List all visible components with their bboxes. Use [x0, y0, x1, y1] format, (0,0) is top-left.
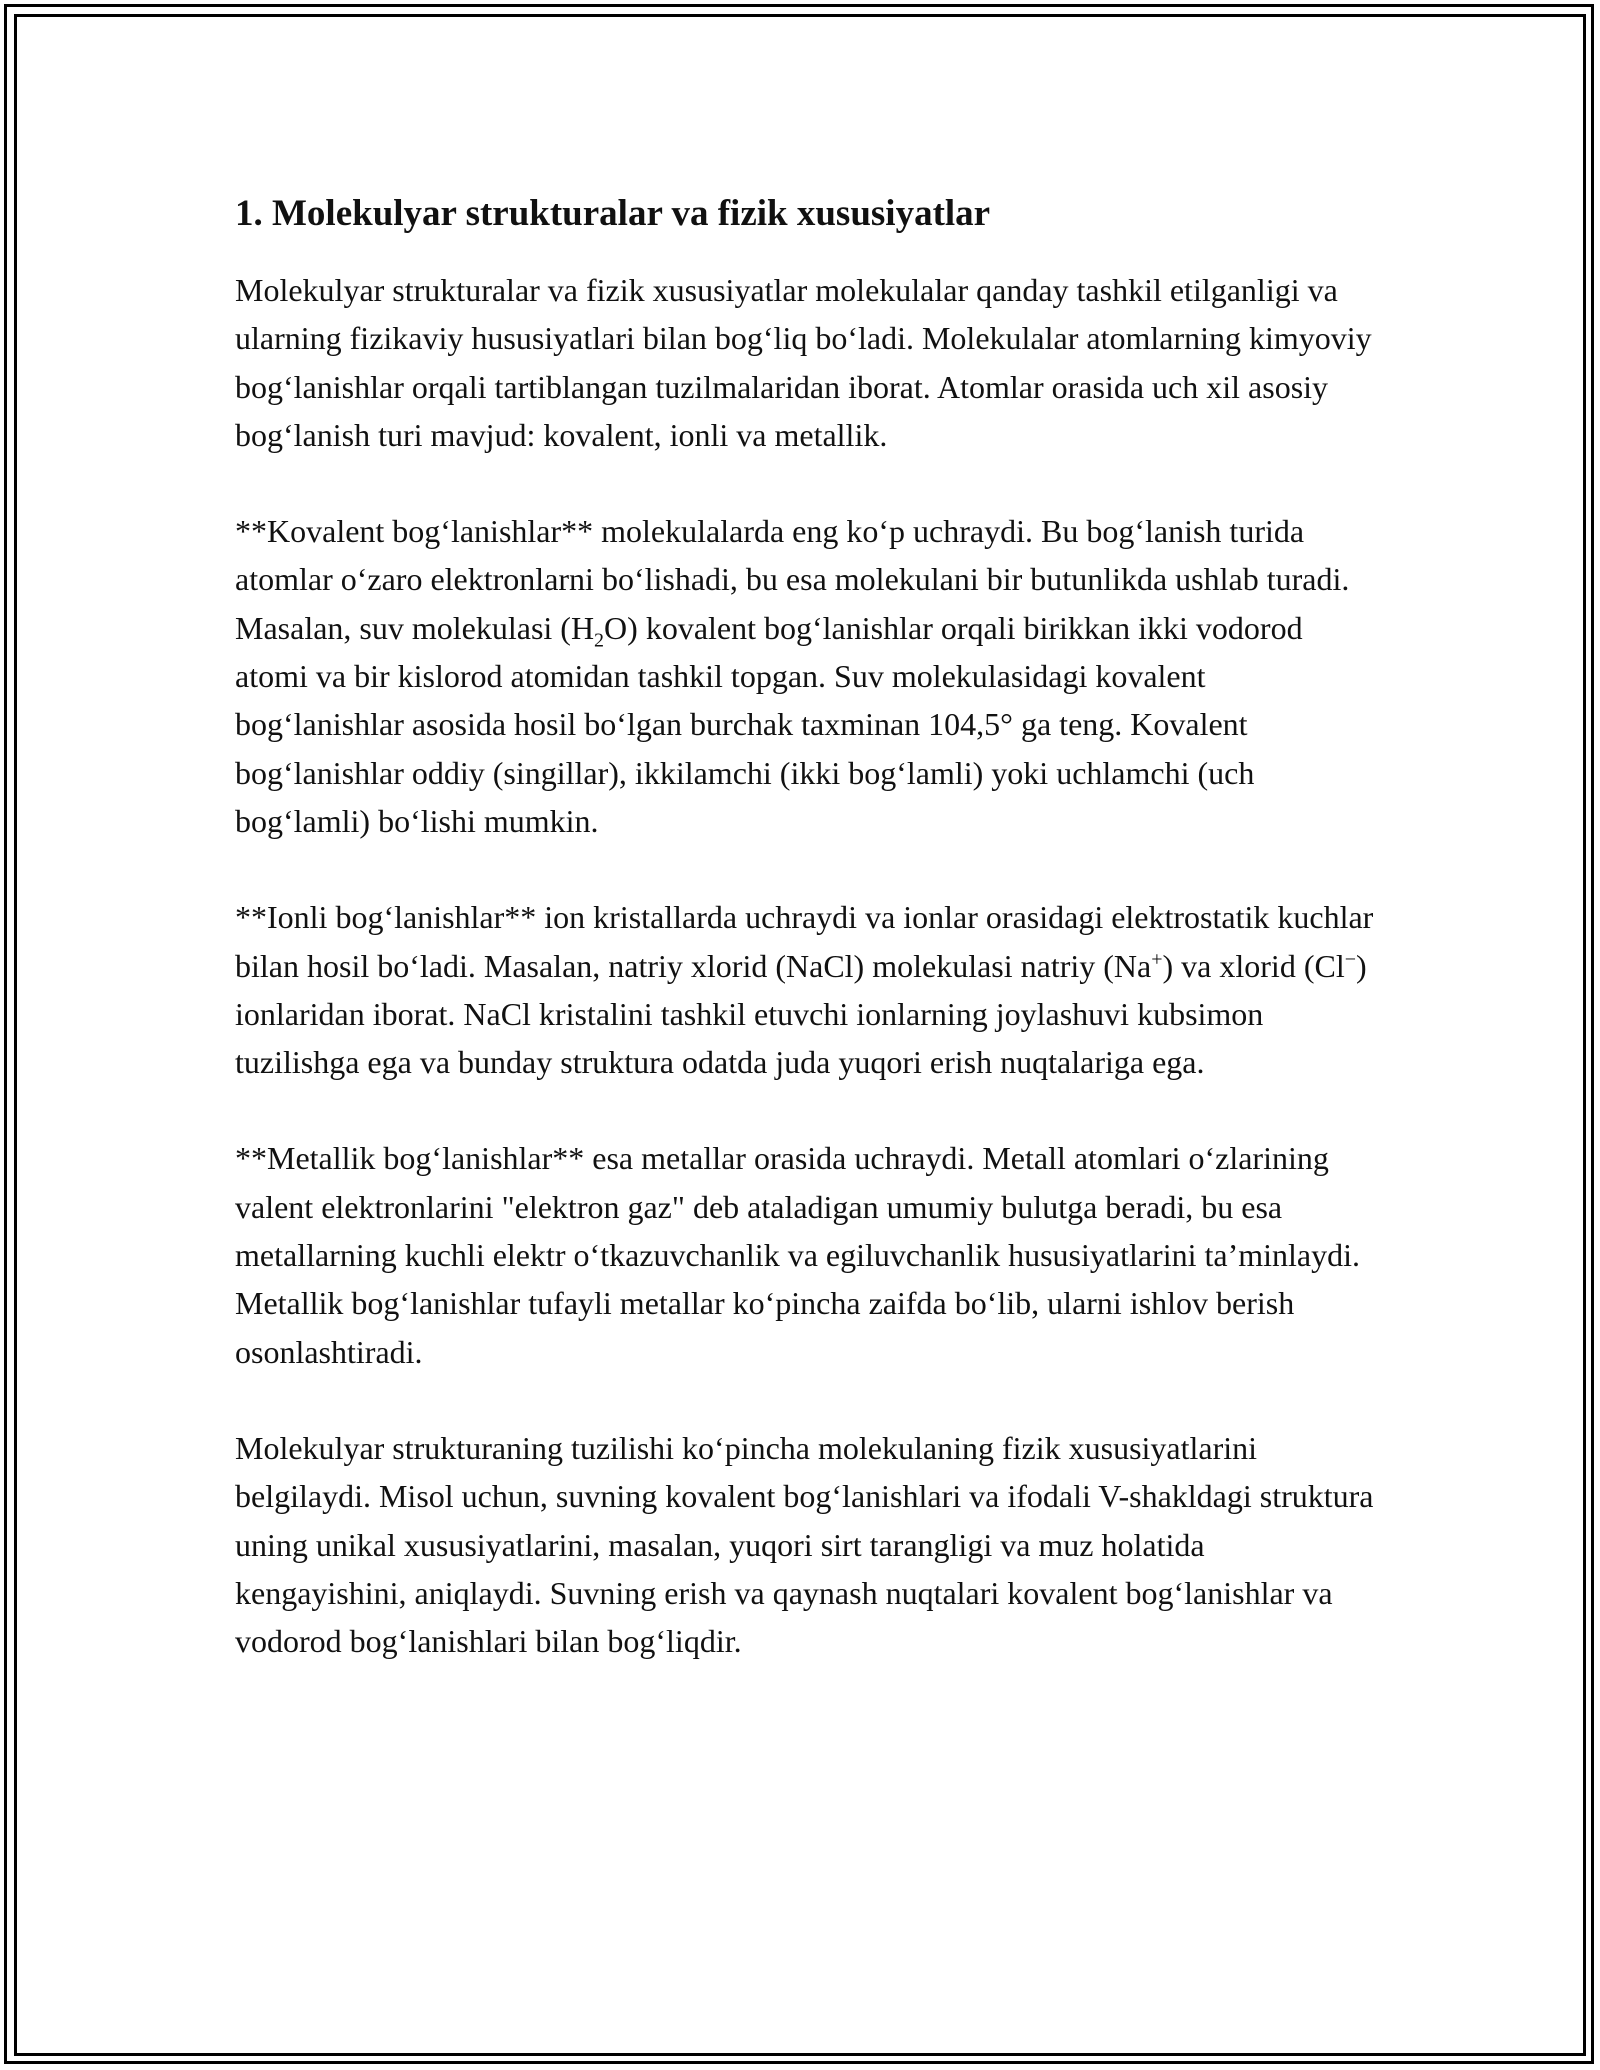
paragraph-conclusion: Molekulyar strukturaning tuzilishi ko‘pincha molekulaning fizik xususiyatlarini belgilaydi. Misol uchun, suvning kovalent bog‘lanishlari va ifodali V-shakldagi struktura uning unikal xususiyatlarini, masalan, yuqori sirt tarangligi va muz holatida kengayishini, aniqlaydi. Suvning erish va qaynash nuqtalari kovalent bog‘lanishlar va vodorod bog‘lanishlari bilan bog‘liqdir. — [235, 1429, 1374, 1660]
paragraph-intro: Molekulyar strukturalar va fizik xususiyatlar molekulalar qanday tashkil etilganligi va ularning fizikaviy hususiyatlari bilan bog‘liq bo‘ladi. Molekulalar atomlarning kimyoviy bog‘lanishlar orqali tartiblangan tuzilmalaridan iborat. Atomlar orasida uch xil asosiy bog‘lanish turi mavjud: kovalent, ionli va metallik. — [235, 272, 1372, 453]
sodium-charge: + — [1151, 947, 1163, 970]
document-body — [235, 190, 1375, 1713]
paragraph-metallic: **Metallik bog‘lanishlar** esa metallar orasida uchraydi. Metall atomlari o‘zlarining valent elektronlarini "elektron gaz" deb ataladigan umumiy bulutga beradi, bu esa metallarning kuchli elektr o‘tkazuvchanlik va egiluvchanlik hususiyatlarini ta’minlaydi. Metallik bog‘lanishlar tufayli metallar ko‘pincha zaifda bo‘lib, ularni ishlov berish osonlashtiradi. — [235, 1140, 1360, 1370]
ionic-text-3: ) ionlaridan iborat. NaCl kristalini tashkil etuvchi ionlarning joylashuvi kubsimon tuzilishga ega va bunday struktura odatda juda yuqori erish nuqtalariga ega. — [235, 947, 1367, 1081]
paragraph-ionic — [235, 893, 1375, 1086]
water-subscript: 2 — [594, 629, 605, 652]
covalent-text-2: O) kovalent bog‘lanishlar orqali birikkan ikki vodorod atomi va bir kislorod atomidan tashkil topgan. Suv molekulasidagi kovalent bog‘lanishlar asosida hosil bo‘lgan burchak taxminan 104,5° ga teng. Kovalent bog‘lanishlar oddiy (singillar), ikkilamchi (ikki bog‘lamli) yoki uchlamchi (uch bog‘lamli) bo‘lishi mumkin. — [235, 609, 1303, 839]
chloride-charge: − — [1344, 947, 1356, 970]
section-heading: 1. Molekulyar strukturalar va fizik xususiyatlar — [235, 193, 991, 234]
ionic-text-1: **Ionli bog‘lanishlar** ion kristallarda uchraydi va ionlar orasidagi elektrostatik kuchlar bilan hosil bo‘ladi. Masalan, natriy xlorid (NaCl) molekulasi natriy (Na — [235, 899, 1374, 984]
ionic-text-2: ) va xlorid (Cl — [1162, 947, 1345, 984]
covalent-text-1: **Kovalent bog‘lanishlar** molekulalarda eng ko‘p uchraydi. Bu bog‘lanish turida atomlar o‘zaro elektronlarni bo‘lishadi, bu esa molekulani bir butunlikda ushlab turadi. Masalan, suv molekulasi (H — [235, 513, 1350, 646]
paragraph-covalent — [235, 507, 1375, 845]
